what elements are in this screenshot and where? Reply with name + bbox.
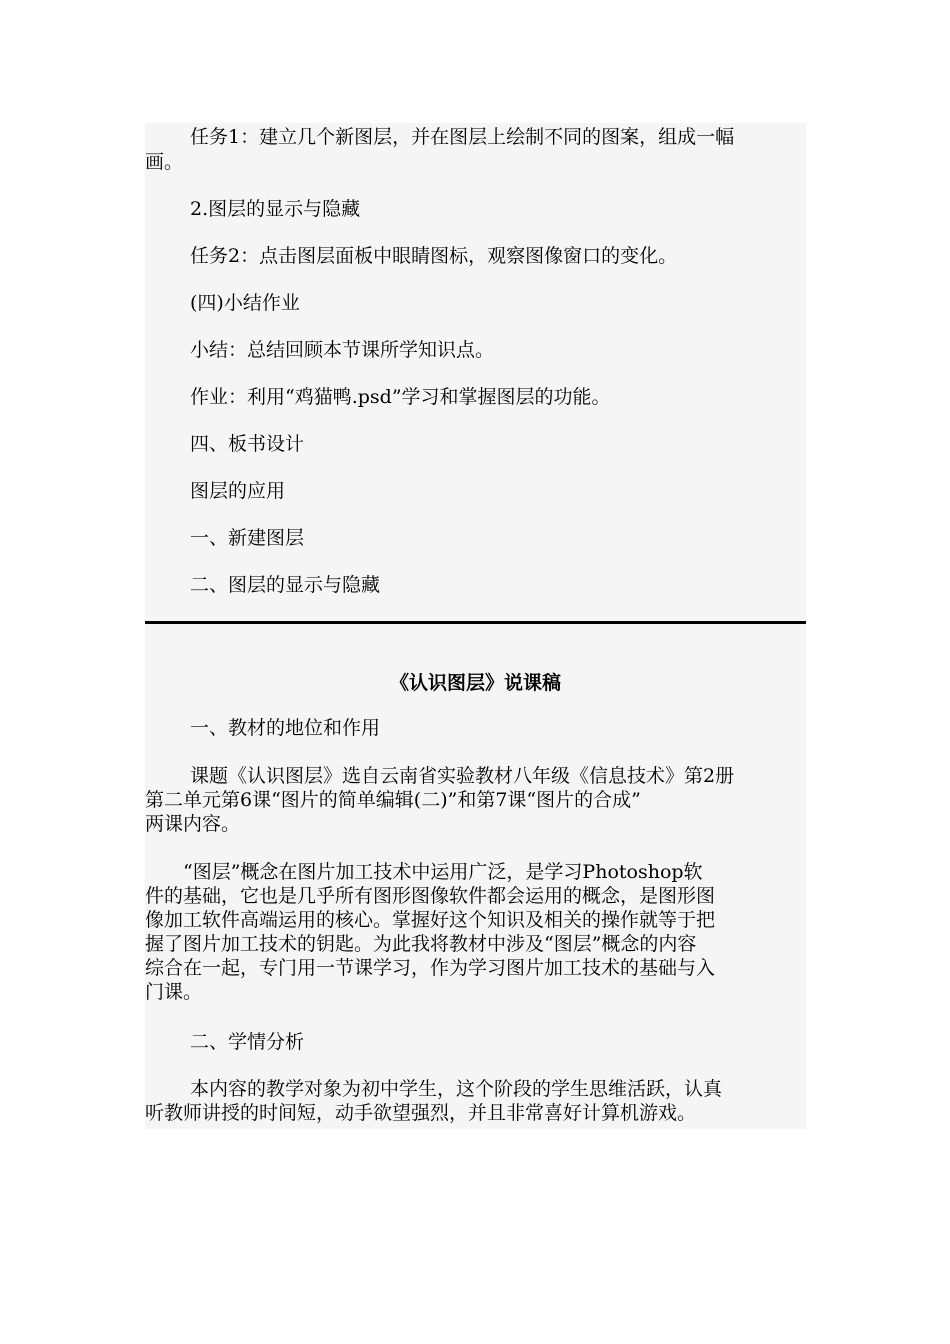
paragraph-3-line-2: 听教师讲授的时间短，动手欲望强烈，并且非常喜好计算机游戏。 xyxy=(145,1102,697,1124)
board-design-heading: 四、板书设计 xyxy=(190,433,305,455)
heading-summary-homework: (四)小结作业 xyxy=(190,292,300,314)
paragraph-2-line-1: “图层”概念在图片加工技术中运用广泛，是学习Photoshop软 xyxy=(183,861,703,883)
paragraph-1-line-2: 第二单元第6课“图片的简单编辑(二)”和第7课“图片的合成” xyxy=(145,789,641,811)
paragraph-2-line-2: 件的基础，它也是几乎所有图形图像软件都会运用的概念，是图形图 xyxy=(145,885,716,907)
task1-line1: 任务1：建立几个新图层，并在图层上绘制不同的图案，组成一幅 xyxy=(190,126,735,148)
lecture-draft-section xyxy=(145,624,806,1129)
paragraph-2-line-3: 像加工软件高端运用的核心。掌握好这个知识及相关的操作就等于把 xyxy=(145,909,716,931)
homework-text: 作业：利用“鸡猫鸭.psd”学习和掌握图层的功能。 xyxy=(190,386,611,408)
paragraph-3-line-1: 本内容的教学对象为初中学生，这个阶段的学生思维活跃，认真 xyxy=(190,1078,723,1100)
lesson-plan-section xyxy=(145,123,806,622)
paragraph-1-line-3: 两课内容。 xyxy=(145,813,241,835)
paragraph-2-line-5: 综合在一起，专门用一节课学习，作为学习图片加工技术的基础与入 xyxy=(145,957,716,979)
board-item-1: 一、新建图层 xyxy=(190,527,305,549)
heading-show-hide: 2.图层的显示与隐藏 xyxy=(190,198,361,220)
paragraph-2-line-4: 握了图片加工技术的钥匙。为此我将教材中涉及“图层”概念的内容 xyxy=(145,933,697,955)
document-title: 《认识图层》说课稿 xyxy=(389,672,561,694)
board-title: 图层的应用 xyxy=(190,480,286,502)
summary-text: 小结：总结回顾本节课所学知识点。 xyxy=(190,339,495,361)
heading-student-analysis: 二、学情分析 xyxy=(190,1031,305,1053)
paragraph-2-line-6: 门课。 xyxy=(145,981,203,1003)
heading-textbook-role: 一、教材的地位和作用 xyxy=(190,717,381,739)
task1-line2: 画。 xyxy=(145,151,184,173)
task2: 任务2：点击图层面板中眼睛图标，观察图像窗口的变化。 xyxy=(190,245,678,267)
board-item-2: 二、图层的显示与隐藏 xyxy=(190,574,381,596)
paragraph-1-line-1: 课题《认识图层》选自云南省实验教材八年级《信息技术》第2册 xyxy=(190,765,735,787)
